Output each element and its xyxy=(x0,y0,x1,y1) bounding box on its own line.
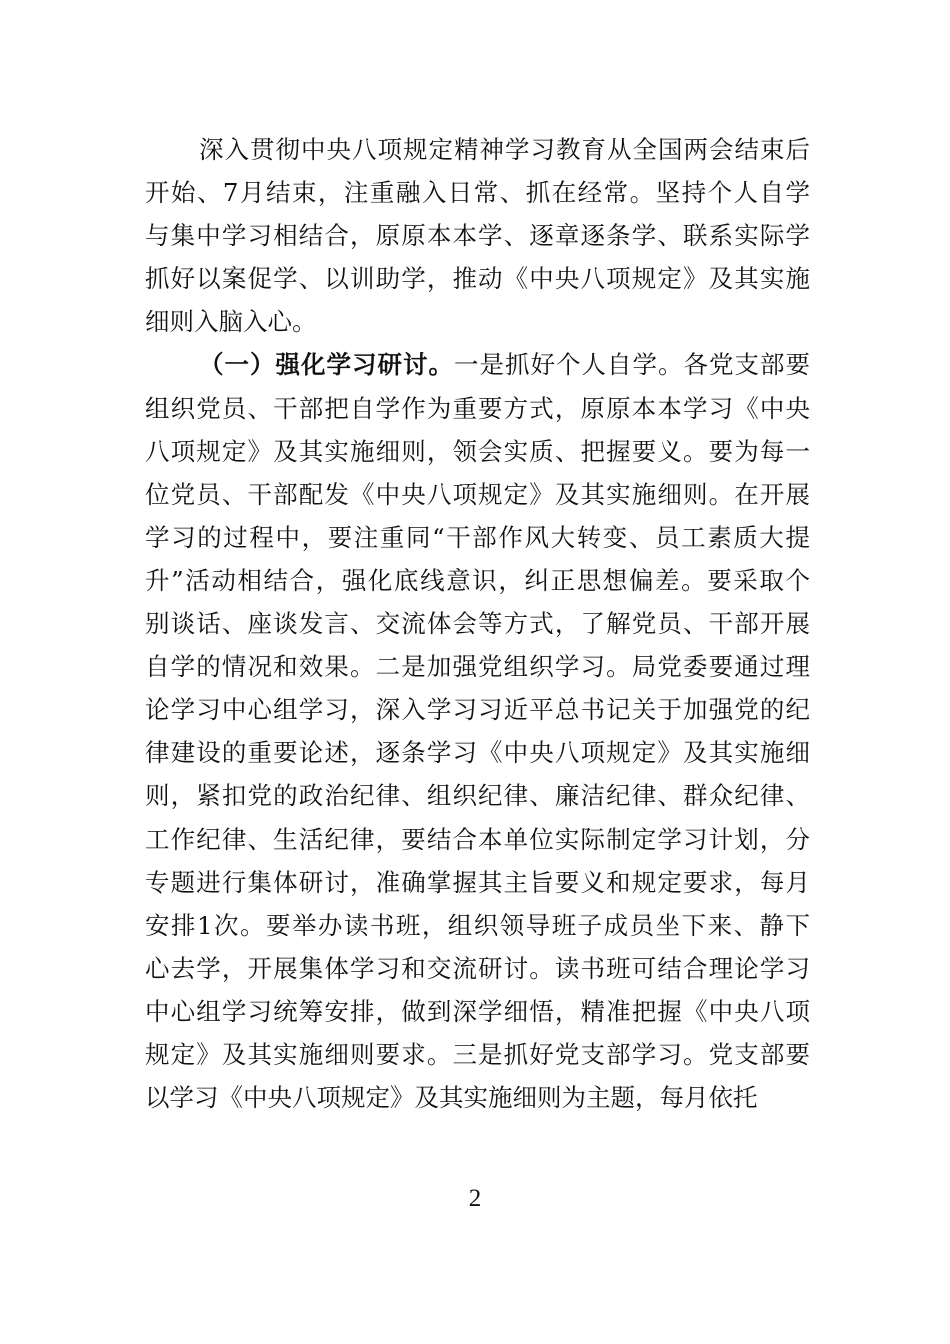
paragraph-1-line-3: 与集中学习相结合，原原本本学、逐章逐条学、联系实际学 xyxy=(145,221,810,251)
paragraph-2-line: 八项规定》及其实施细则，领会实质、把握要义。要为每一 xyxy=(145,436,810,466)
paragraph-2-line: 以学习《中央八项规定》及其实施细则为主题，每月依托 xyxy=(145,1083,758,1113)
paragraph-2-line-1 xyxy=(145,343,810,386)
paragraph-2-line: 论学习中心组学习，深入学习习近平总书记关于加强党的纪 xyxy=(145,695,810,725)
paragraph-2-line: 工作纪律、生活纪律，要结合本单位实际制定学习计划，分 xyxy=(145,824,810,854)
document-body xyxy=(145,128,810,1119)
paragraph-2-line: 中心组学习统筹安排，做到深学细悟，精准把握《中央八项 xyxy=(145,996,810,1026)
paragraph-2-line: 学习的过程中，要注重同“干部作风大转变、员工素质大提 xyxy=(145,522,810,552)
paragraph-2-line-1-text: 一是抓好个人自学。各党支部要 xyxy=(454,350,810,380)
paragraph-2-line: 则，紧扣党的政治纪律、组织纪律、廉洁纪律、群众纪律、 xyxy=(145,781,810,811)
page-number: 2 xyxy=(468,1185,482,1212)
section-heading: （一）强化学习研讨。 xyxy=(199,350,454,380)
paragraph-2-line: 位党员、干部配发《中央八项规定》及其实施细则。在开展 xyxy=(145,479,810,509)
paragraph-2-line: 专题进行集体研讨，准确掌握其主旨要义和规定要求，每月 xyxy=(145,867,810,897)
paragraph-2-line: 心去学，开展集体学习和交流研讨。读书班可结合理论学习 xyxy=(145,953,810,983)
paragraph-2-line: 组织党员、干部把自学作为重要方式，原原本本学习《中央 xyxy=(145,393,810,423)
paragraph-1-line-5: 细则入脑入心。 xyxy=(145,307,317,337)
paragraph-2-line: 律建设的重要论述，逐条学习《中央八项规定》及其实施细 xyxy=(145,738,810,768)
paragraph-2-line: 规定》及其实施细则要求。三是抓好党支部学习。党支部要 xyxy=(145,1039,810,1069)
paragraph-1-line-1: 深入贯彻中央八项规定精神学习教育从全国两会结束后 xyxy=(199,135,810,164)
paragraph-2-line: 升”活动相结合，强化底线意识，纠正思想偏差。要采取个 xyxy=(145,565,810,595)
paragraph-2-line: 别谈话、座谈发言、交流体会等方式，了解党员、干部开展 xyxy=(145,609,810,639)
paragraph-2-line: 安排1次。要举办读书班，组织领导班子成员坐下来、静下 xyxy=(145,910,810,940)
paragraph-2-line: 自学的情况和效果。二是加强党组织学习。局党委要通过理 xyxy=(145,652,810,682)
paragraph-1-line-2: 开始、7月结束，注重融入日常、抓在经常。坚持个人自学 xyxy=(145,178,810,208)
paragraph-1-line-4: 抓好以案促学、以训助学，推动《中央八项规定》及其实施 xyxy=(145,264,810,294)
